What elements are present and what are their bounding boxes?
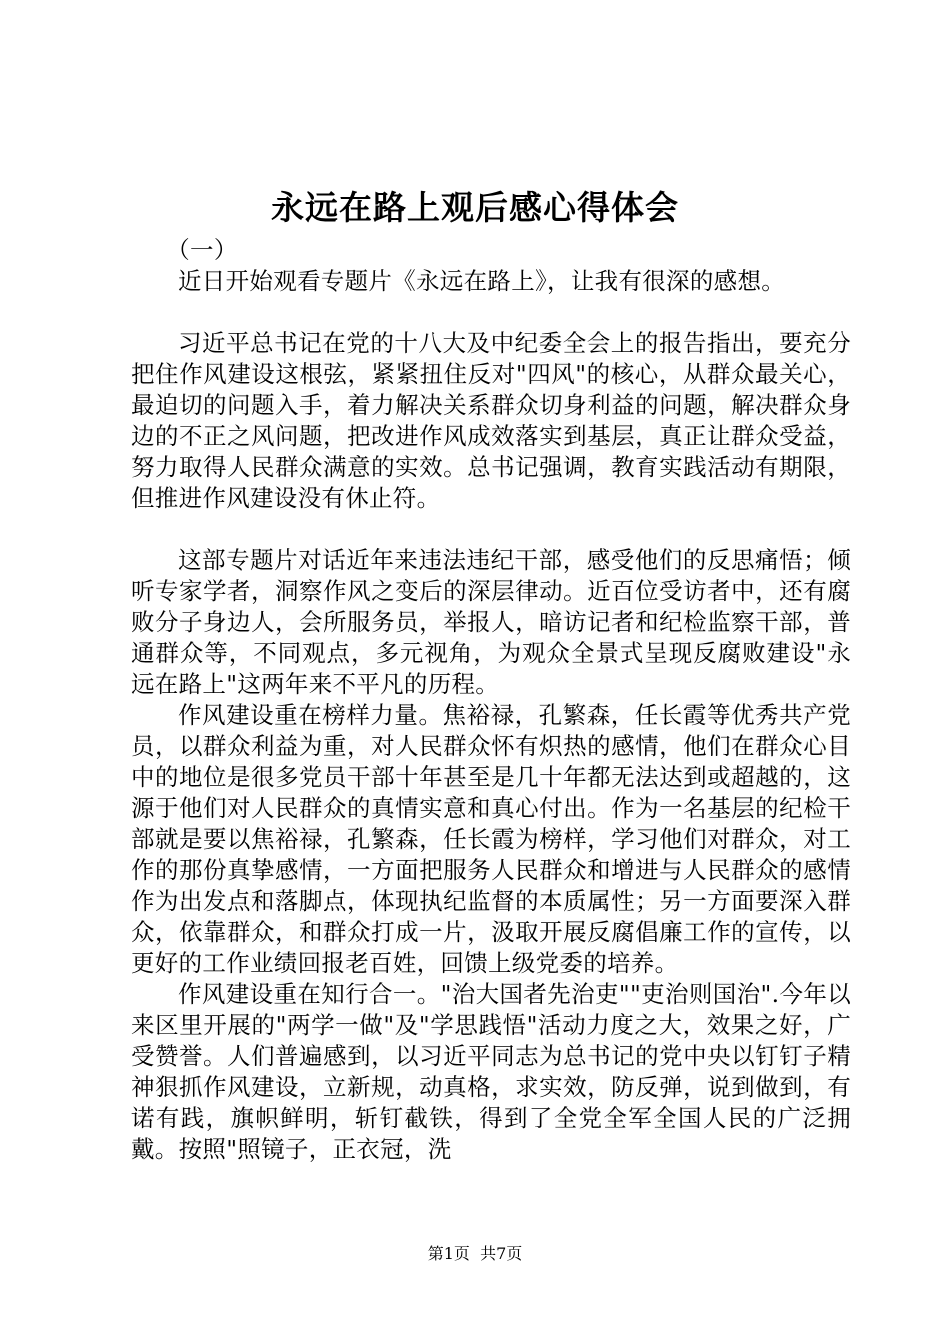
page-footer — [0, 1243, 950, 1265]
document-title: 永远在路上观后感心得体会 — [271, 188, 679, 227]
document-body — [131, 235, 851, 1165]
paragraph-speech: 习近平总书记在党的十八大及中纪委全会上的报告指出，要充分把住作风建设这根弦，紧紧扭住反对"四风"的核心，从群众最关心，最迫切的问题入手，着力解决关系群众切身利益的问题，解决群众身边的不正之风问题，把改进作风成效落实到基层，真正让群众受益，努力取得人民群众满意的实效。总书记强调，教育实践活动有期限，但推进作风建设没有休止符。 — [131, 329, 851, 512]
paragraph-documentary: 这部专题片对话近年来违法违纪干部，感受他们的反思痛悟；倾听专家学者，洞察作风之变后的深层律动。近百位受访者中，还有腐败分子身边人，会所服务员，举报人，暗访记者和纪检监察干部，普通群众等，不同观点，多元视角，为观众全景式呈现反腐败建设"永远在路上"这两年来不平凡的历程。 — [131, 546, 851, 698]
paragraph-intro: 近日开始观看专题片《永远在路上》，让我有很深的感想。 — [178, 267, 786, 295]
paragraph-role-models: 作风建设重在榜样力量。焦裕禄，孔繁森，任长霞等优秀共产党员，以群众利益为重，对人民群众怀有炽热的感情，他们在群众心目中的地位是很多党员干部十年甚至是几十年都无法达到或超越的，这源于他们对人民群众的真情实意和真心付出。作为一名基层的纪检干部就是要以焦裕禄，孔繁森，任长霞为榜样，学习他们对群众，对工作的那份真挚感情，一方面把服务人民群众和增进与人民群众的感情作为出发点和落脚点，体现执纪监督的本质属性；另一方面要深入群众，依靠群众，和群众打成一片，汲取开展反腐倡廉工作的宣传，以更好的工作业绩回报老百姓，回馈上级党委的培养。 — [131, 701, 851, 977]
page-number-label: 第1页 共7页 — [427, 1244, 523, 1263]
paragraph-knowledge-action: 作风建设重在知行合一。"治大国者先治吏""吏治则国治".今年以来区里开展的"两学一做"及"学思践悟"活动力度之大，效果之好，广受赞誉。人们普遍感到，以习近平同志为总书记的党中央以钉钉子精神狠抓作风建设，立新规，动真格，求实效，防反弹，说到做到，有诺有践，旗帜鲜明，斩钉截铁，得到了全党全军全国人民的广泛拥戴。按照"照镜子，正衣冠，洗 — [131, 980, 851, 1163]
section-mark: （一） — [166, 236, 238, 264]
